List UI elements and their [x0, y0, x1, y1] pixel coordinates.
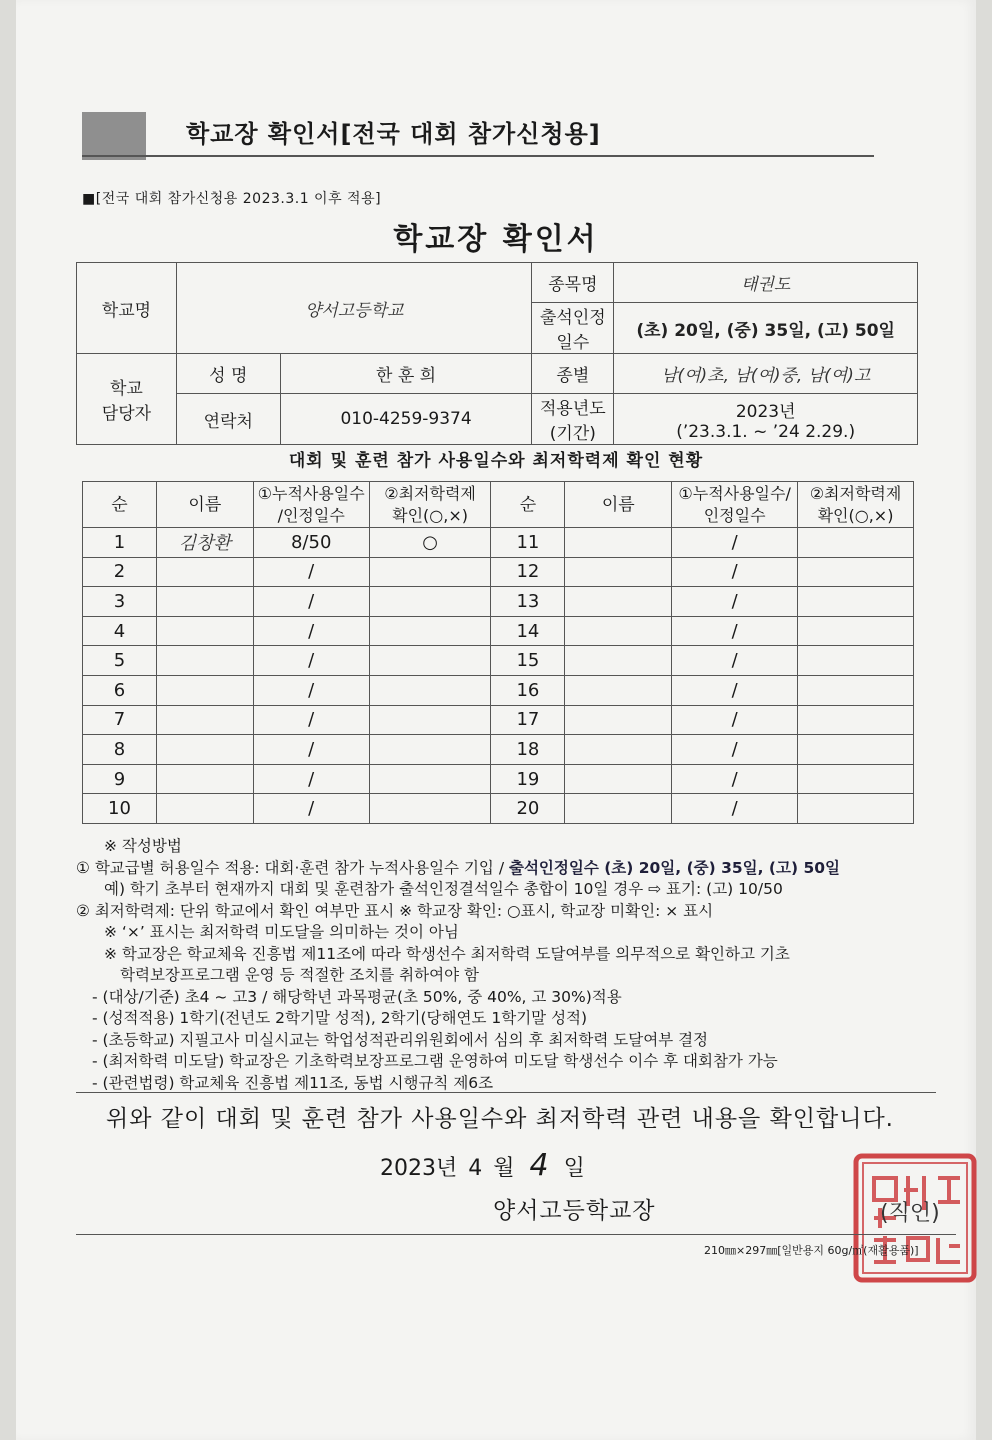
row-number: 13 — [491, 587, 565, 617]
days-used: / — [253, 675, 369, 705]
days-used: / — [253, 616, 369, 646]
writing-instructions — [76, 836, 956, 1094]
attendance-value: (초) 20일, (중) 35일, (고) 50일 — [614, 303, 918, 354]
row-number: 4 — [83, 616, 157, 646]
phone-label: 연락처 — [176, 394, 280, 445]
row-number: 18 — [491, 735, 565, 765]
row-number: 20 — [491, 794, 565, 824]
days-used: / — [672, 616, 798, 646]
min-academic-check — [798, 764, 914, 794]
row-number: 9 — [83, 764, 157, 794]
note-2: ② 최저학력제: 단위 학교에서 확인 여부만 표시 ※ 학교장 확인: ○표시, 학교장 미확인: × 표시 — [76, 901, 714, 920]
days-used: / — [672, 764, 798, 794]
student-name — [565, 616, 672, 646]
table-row — [83, 616, 914, 646]
table-row — [83, 794, 914, 824]
footer-divider — [76, 1234, 956, 1235]
table-row — [83, 675, 914, 705]
min-academic-check — [798, 705, 914, 735]
header-name-right: 이름 — [565, 482, 672, 528]
header-title: 학교장 확인서[전국 대회 참가신청용] — [186, 120, 601, 148]
days-used: / — [253, 794, 369, 824]
student-name — [156, 705, 253, 735]
notes-heading: ※ 작성방법 — [104, 837, 182, 855]
min-academic-check — [798, 616, 914, 646]
days-used: / — [253, 557, 369, 587]
row-number: 8 — [83, 735, 157, 765]
header-divider — [82, 155, 874, 157]
student-name — [565, 675, 672, 705]
min-academic-check — [369, 764, 491, 794]
bullet-4: - (최저학력 미도달) 학교장은 기초학력보장프로그램 운영하여 미도달 학생선수 이수 후 대회참가 가능 — [92, 1052, 778, 1070]
header-check-right: ②최저학력제 확인(○,×) — [798, 482, 914, 528]
table-row — [83, 528, 914, 558]
row-number: 1 — [83, 528, 157, 558]
student-name — [565, 587, 672, 617]
min-academic-check — [369, 794, 491, 824]
student-name: 김창환 — [156, 528, 253, 558]
days-used: / — [672, 587, 798, 617]
phone-value: 010-4259-9374 — [280, 394, 532, 445]
bullet-5: - (관련법령) 학교체육 진흥법 제11조, 동법 시행규칙 제6조 — [92, 1073, 494, 1092]
principal-name: 양서고등학교장 — [493, 1198, 656, 1224]
header-days-left: ①누적사용일수 /인정일수 — [253, 482, 369, 528]
table-row — [83, 705, 914, 735]
date-year: 2023년 — [380, 1156, 458, 1181]
date-month: 4 월 — [468, 1156, 515, 1181]
min-academic-check — [369, 587, 491, 617]
row-number: 5 — [83, 646, 157, 676]
days-used: / — [672, 557, 798, 587]
student-name — [565, 794, 672, 824]
header-days-right: ①누적사용일수/ 인정일수 — [672, 482, 798, 528]
name-label: 성 명 — [176, 354, 280, 394]
row-number: 14 — [491, 616, 565, 646]
header-gray-block — [82, 112, 146, 160]
gender-value: 남(여)초, 남(여)중, 남(여)고 — [614, 354, 918, 394]
days-used: / — [672, 794, 798, 824]
event-label: 종목명 — [532, 263, 614, 303]
info-table — [76, 262, 918, 445]
attendance-label: 출석인정 일수 — [532, 303, 614, 354]
student-name — [156, 646, 253, 676]
table-row — [83, 764, 914, 794]
min-academic-check — [798, 528, 914, 558]
min-academic-check — [369, 646, 491, 676]
note-4-cont: 학력보장프로그램 운영 등 적절한 조치를 취하여야 함 — [120, 966, 479, 984]
student-name — [156, 735, 253, 765]
bullet-3: - (초등학교) 지필고사 미실시교는 학업성적관리위원회에서 심의 후 최저학력 도달여부 결정 — [92, 1030, 709, 1049]
gender-label: 종별 — [532, 354, 614, 394]
row-number: 7 — [83, 705, 157, 735]
student-name — [156, 557, 253, 587]
year-label: 적용년도 (기간) — [532, 394, 614, 445]
student-name — [156, 675, 253, 705]
applicability-note: ■[전국 대회 참가신청용 2023.3.1 이후 적용] — [82, 191, 382, 207]
header-check-left: ②최저학력제 확인(○,×) — [369, 482, 491, 528]
contact-person-label: 학교 담당자 — [77, 354, 177, 445]
student-name — [565, 764, 672, 794]
min-academic-check — [798, 735, 914, 765]
student-name — [156, 764, 253, 794]
issue-date — [380, 1148, 585, 1183]
min-academic-check — [798, 794, 914, 824]
days-used: / — [672, 705, 798, 735]
date-day-unit: 일 — [563, 1156, 585, 1181]
min-academic-check — [798, 675, 914, 705]
days-used: / — [672, 735, 798, 765]
days-used: / — [253, 646, 369, 676]
header-name-left: 이름 — [156, 482, 253, 528]
confirmation-statement: 위와 같이 대회 및 훈련 참가 사용일수와 최저학력 관련 내용을 확인합니다. — [106, 1106, 894, 1132]
student-name — [565, 557, 672, 587]
row-number: 6 — [83, 675, 157, 705]
days-used: / — [253, 587, 369, 617]
year-value: 2023년 (’23.3.1. ~ ’24 2.29.) — [614, 394, 918, 445]
participant-table — [82, 481, 914, 824]
note-4: ※ 학교장은 학교체육 진흥법 제11조에 따라 학생선수 최저학력 도달여부를 의무적으로 확인하고 기초 — [104, 944, 790, 963]
student-name — [565, 646, 672, 676]
min-academic-check — [369, 616, 491, 646]
min-academic-check — [798, 587, 914, 617]
row-number: 19 — [491, 764, 565, 794]
days-used: / — [253, 764, 369, 794]
days-used: 8/50 — [253, 528, 369, 558]
section-subtitle: 대회 및 훈련 참가 사용일수와 최저학력제 확인 현황 — [288, 451, 704, 471]
row-number: 12 — [491, 557, 565, 587]
confirm-divider — [76, 1092, 936, 1093]
min-academic-check — [798, 557, 914, 587]
name-value: 한 훈 희 — [280, 354, 532, 394]
note-1-example: 예) 학기 초부터 현재까지 대회 및 훈련참가 출석인정결석일수 총합이 10일 경우 ⇨ 표기: (고) 10/50 — [104, 880, 783, 898]
days-used: / — [253, 705, 369, 735]
table-row — [83, 646, 914, 676]
row-number: 16 — [491, 675, 565, 705]
min-academic-check — [798, 646, 914, 676]
min-academic-check — [369, 735, 491, 765]
student-name — [156, 794, 253, 824]
student-name — [156, 587, 253, 617]
days-used: / — [253, 735, 369, 765]
row-number: 2 — [83, 557, 157, 587]
paper-spec: 210㎜×297㎜[일반용지 60g/㎡(재활용품)] — [704, 1244, 919, 1257]
note-1: ① 학교급별 허용일수 적용: 대회·훈련 참가 누적사용일수 기입 / 출석인정일수 (초) 20일, (중) 35일, (고) 50일 — [76, 858, 841, 877]
days-used: / — [672, 528, 798, 558]
school-label: 학교명 — [77, 263, 177, 354]
min-academic-check — [369, 675, 491, 705]
min-academic-check — [369, 557, 491, 587]
min-academic-check: ○ — [369, 528, 491, 558]
row-number: 17 — [491, 705, 565, 735]
table-row — [83, 557, 914, 587]
row-number: 3 — [83, 587, 157, 617]
bullet-1: - (대상/기준) 초4 ~ 고3 / 해당학년 과목평균(초 50%, 중 40%, 고 30%)적용 — [92, 987, 622, 1006]
date-day: 4 — [529, 1148, 549, 1183]
days-used: / — [672, 646, 798, 676]
student-name — [565, 735, 672, 765]
student-name — [565, 528, 672, 558]
row-number: 15 — [491, 646, 565, 676]
bullet-2: - (성적적용) 1학기(전년도 2학기말 성적), 2학기(당해연도 1학기말 성적) — [92, 1009, 588, 1027]
document-title: 학교장 확인서 — [393, 222, 599, 257]
event-value: 태권도 — [614, 263, 918, 303]
table-row — [83, 587, 914, 617]
school-value: 양서고등학교 — [176, 263, 532, 354]
min-academic-check — [369, 705, 491, 735]
seal-label: (직인) — [880, 1201, 940, 1226]
header-no-left: 순 — [83, 482, 157, 528]
student-name — [565, 705, 672, 735]
student-name — [156, 616, 253, 646]
days-used: / — [672, 675, 798, 705]
header-no-right: 순 — [491, 482, 565, 528]
row-number: 10 — [83, 794, 157, 824]
note-3: ※ ‘×’ 표시는 최저학력 미도달을 의미하는 것이 아님 — [104, 923, 459, 941]
table-row — [83, 735, 914, 765]
row-number: 11 — [491, 528, 565, 558]
